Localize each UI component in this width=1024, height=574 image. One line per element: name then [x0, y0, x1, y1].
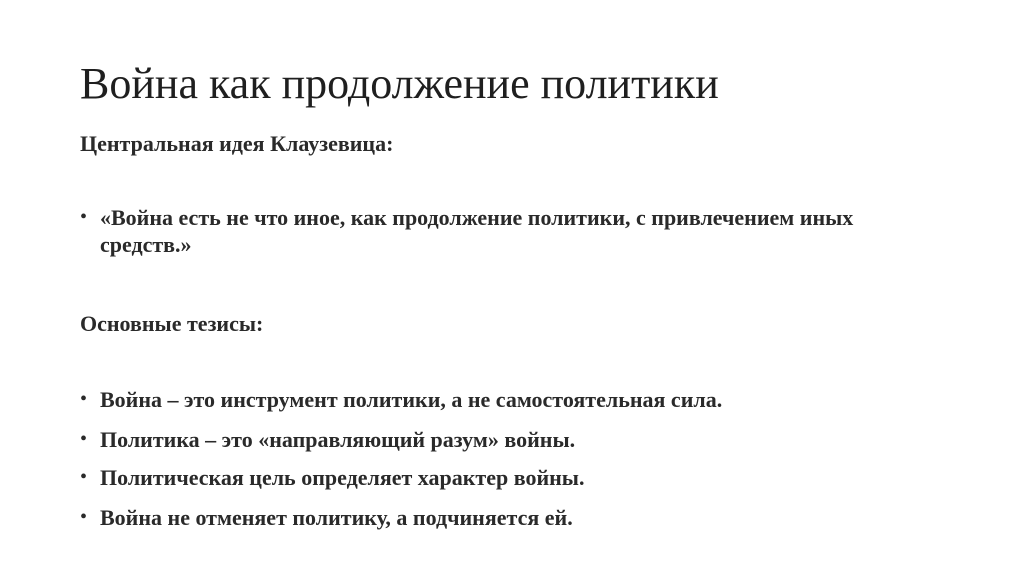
- thesis-text: Политика – это «направляющий разум» войны.: [100, 427, 576, 452]
- slide-title: Война как продолжение политики: [80, 59, 719, 108]
- heading-central-idea: Центральная идея Клаузевица:: [80, 131, 394, 156]
- thesis-item: [80, 464, 920, 491]
- heading-main-theses: Основные тезисы:: [80, 311, 264, 336]
- bullet-marker: •: [80, 388, 88, 410]
- quote-text: «Война есть не что иное, как продолжение политики, с привлечением иных средств.»: [100, 205, 854, 257]
- bullet-marker: •: [80, 206, 88, 228]
- thesis-text: Политическая цель определяет характер войны.: [100, 465, 585, 490]
- thesis-item: [80, 504, 920, 531]
- thesis-text: Война не отменяет политику, а подчиняется ей.: [100, 505, 573, 530]
- thesis-text: Война – это инструмент политики, а не самостоятельная сила.: [100, 387, 723, 412]
- bullet-marker: •: [80, 506, 88, 528]
- thesis-item: [80, 426, 920, 453]
- quote-bullet: [80, 204, 920, 258]
- bullet-marker: •: [80, 466, 88, 488]
- bullet-marker: •: [80, 428, 88, 450]
- thesis-item: [80, 386, 920, 413]
